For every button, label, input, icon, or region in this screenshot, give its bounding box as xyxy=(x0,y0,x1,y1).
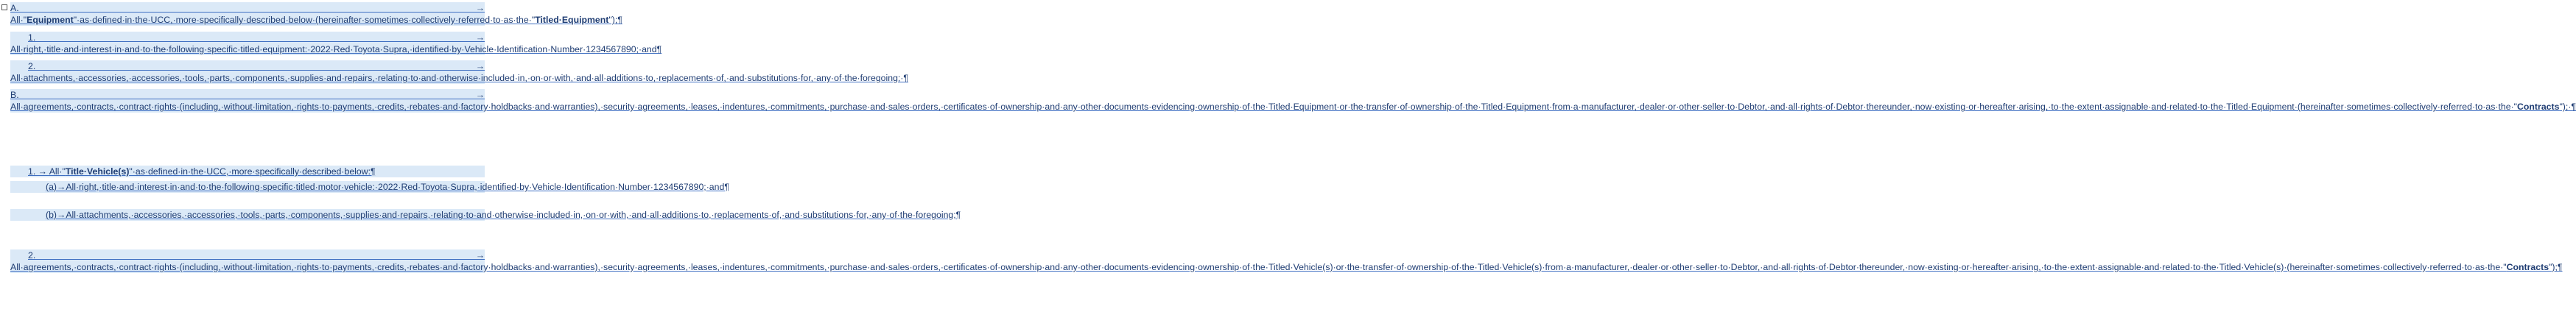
defined-term: Titled·Equipment xyxy=(535,15,609,26)
defined-term: Contracts xyxy=(2517,102,2560,113)
paragraph-text: "·as·defined·in·the·UCC,·more·specifically·described·below:¶ xyxy=(129,166,376,177)
paragraph-b-2[interactable] xyxy=(10,249,2563,273)
paragraph-text: 1. → All·right,·title·and·interest·in·and·to·the·following·specific·titled·equipment:·2022·Red·Toyota·Supra,·identified·by·Vehicle·Identification·Number·1234567890;·and¶ xyxy=(10,32,662,55)
paragraph-b-1-a[interactable] xyxy=(10,181,729,193)
paragraph-text: "·as·defined·in·the·UCC,·more·specifically·described·below·(hereinafter·sometimes·collectively·referred·to·as·the·" xyxy=(73,15,536,26)
paragraph-b-1-b[interactable] xyxy=(10,209,961,221)
paragraph-b-1[interactable] xyxy=(10,166,485,177)
defined-term: Contracts xyxy=(2506,262,2549,273)
paragraph-text: ");¶ xyxy=(608,15,622,26)
paragraph-a-1[interactable] xyxy=(10,32,662,55)
paragraph-text: ");·¶ xyxy=(2559,102,2576,113)
paragraph-text: 1. → All·" xyxy=(28,166,66,177)
paragraph-text: B. → All·agreements,·contracts,·contract·rights·(including,·without·limitation,·rights·to·payments,·credits,·rebates·and·factory·holdbacks·and·warranties),·security·agreements,·leases,·indentures,·commitments,·purchase·and·sales·orders,·certificates·of·ownership·and·any·other·documents·evidencing·ownership·of·the·Titled·Equipment·or·the·transfer·of·ownership·of·the·Titled·Equipment·from·a·manufacturer,·dealer·or·other·seller·to·Debtor,·and·all·rights·of·Debtor·thereunder,·now·existing·or·hereafter·arising,·to·the·extent·assignable·and·related·to·the·Titled·Equipment·(hereinafter·sometimes·collectively·referred·to·as·the·" xyxy=(10,90,2518,113)
paragraph-text: A. → All·" xyxy=(10,3,485,26)
paragraph-a-2[interactable] xyxy=(10,60,909,84)
paragraph-text: (b)→All·attachments,·accessories,·accessories,·tools,·parts,·components,·supplies·and·repairs,·relating·to·and·otherwise·included·in,·on·or·with,·and·all·additions·to,·replacements·of,·and·substitutions·for,·any·of·the·foregoing;¶ xyxy=(46,210,961,220)
paragraph-text: 2. → All·attachments,·accessories,·accessories,·tools,·parts,·components,·supplies·and·repairs,·relating·to·and·otherwise·included·in,·on·or·with,·and·all·additions·to,·replacements·of,·and·substitutions·for,·any·of·the·foregoing;·¶ xyxy=(10,61,909,84)
paragraph-text: (a)→All·right,·title·and·interest·in·and·to·the·following·specific·titled·motor·vehicle:·2022·Red·Toyota·Supra,·identified·by·Vehicle·Identification·Number·1234567890;·and¶ xyxy=(46,182,729,192)
paragraph-text: ");¶ xyxy=(2549,262,2563,273)
paragraph-a[interactable] xyxy=(10,2,622,26)
defined-term: Equipment xyxy=(27,15,74,26)
paragraph-marker-icon xyxy=(1,4,7,10)
paragraph-b[interactable] xyxy=(10,89,2576,113)
defined-term: Title·Vehicle(s) xyxy=(65,166,130,177)
paragraph-text: 2. → All·agreements,·contracts,·contract·rights·(including,·without·limitation,·rights·to·payments,·credits,·rebates·and·factory·holdbacks·and·warranties),·security·agreements,·leases,·indentures,·commitments,·purchase·and·sales·orders,·certificates·of·ownership·and·any·other·documents·evidencing·ownership·of·the·Titled·Vehicle(s)·or·the·transfer·of·ownership·of·the·Titled·Vehicle(s)·from·a·manufacturer,·dealer·or·other·seller·to·Debtor,·and·all·rights·of·Debtor·thereunder,·now·existing·or·hereafter·arising,·to·the·extent·assignable·and·related·to·the·Titled·Vehicle(s)·(hereinafter·sometimes·collectively·referred·to·as·the·" xyxy=(10,250,2507,273)
